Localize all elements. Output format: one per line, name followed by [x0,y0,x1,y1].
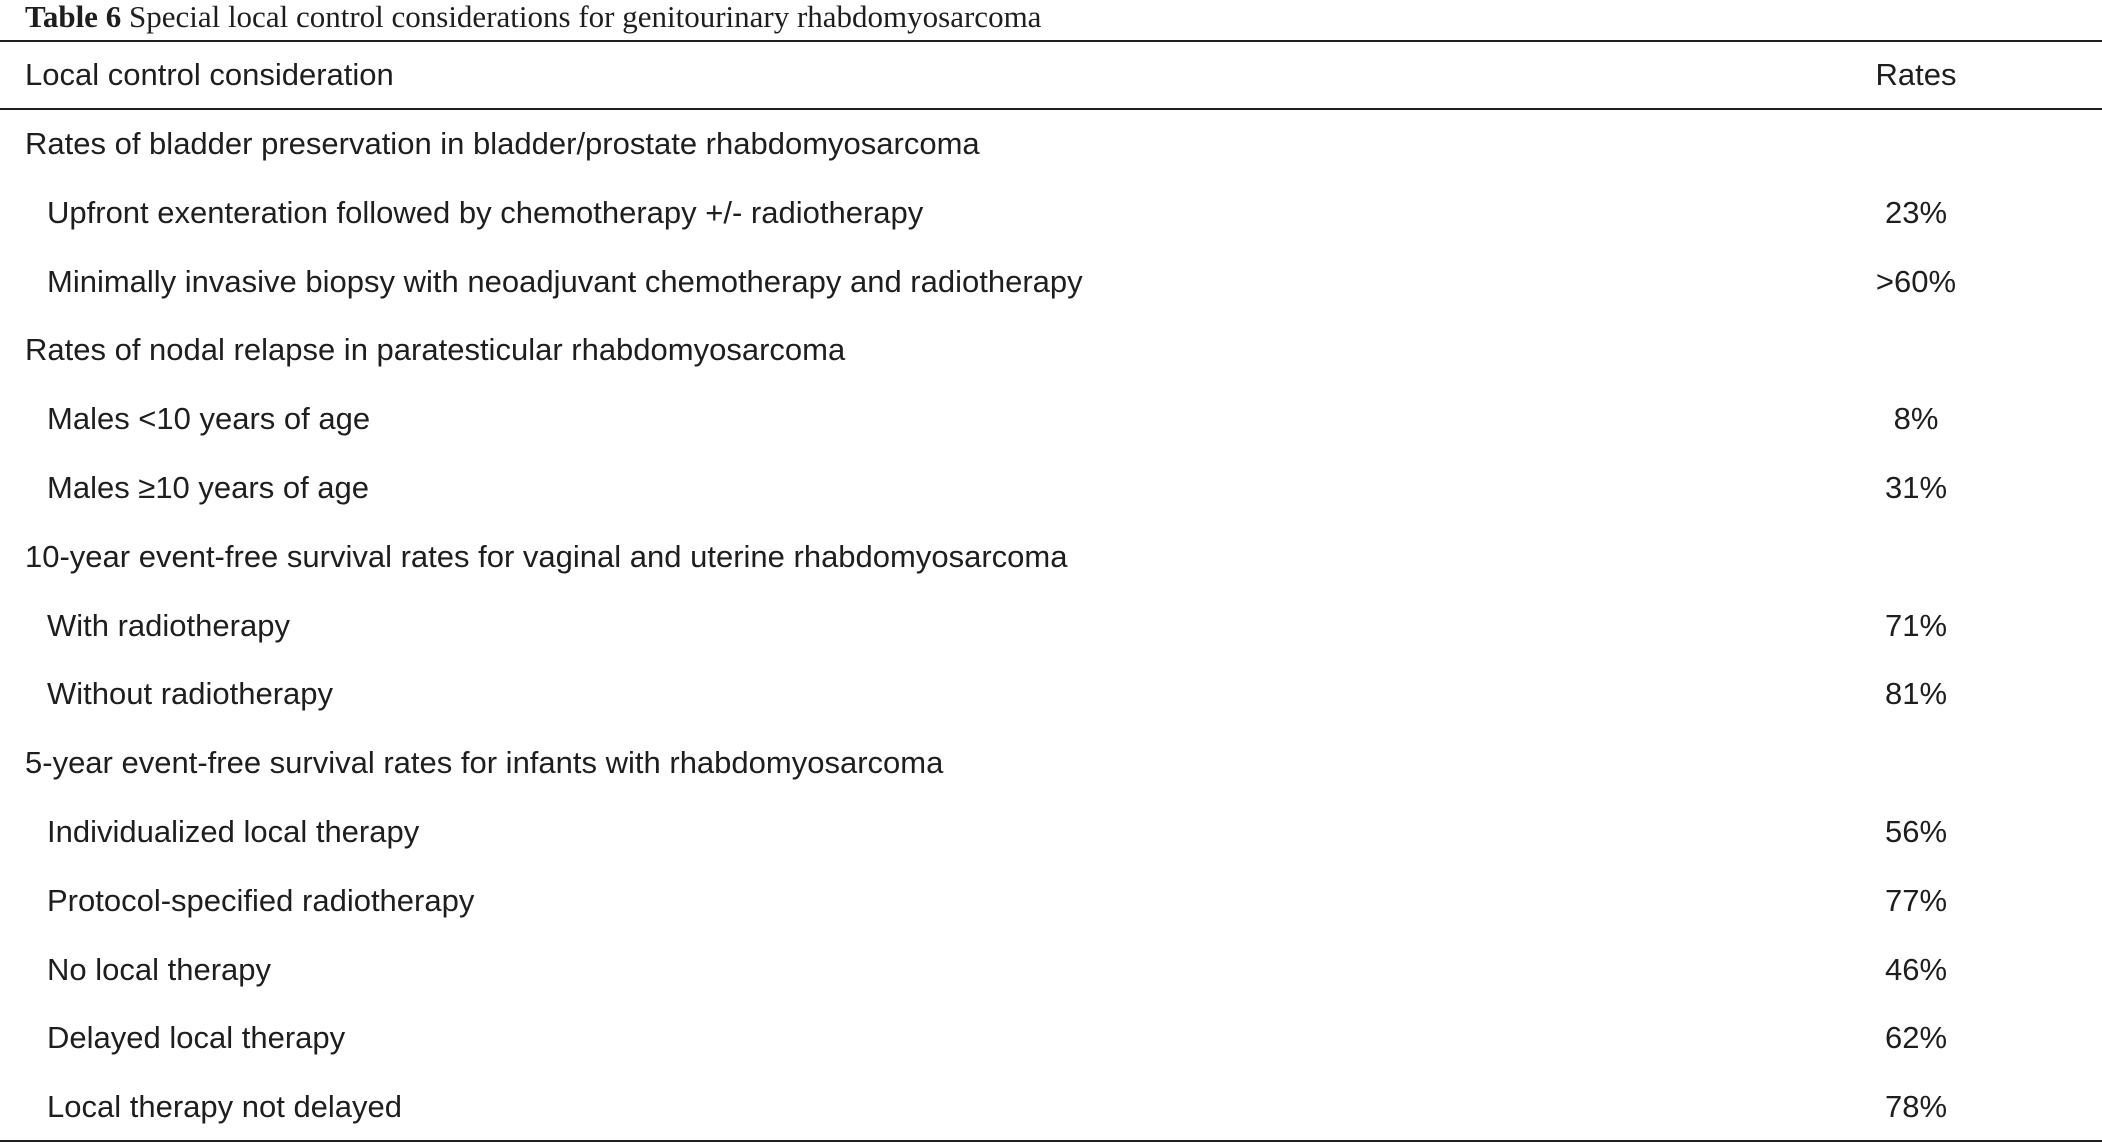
row-rate: 81% [1884,676,1948,712]
bottom-rule [0,1140,2102,1142]
table-row [0,1073,2102,1142]
table-row [0,385,2102,454]
row-label: Rates of nodal relapse in paratesticular rhabdomyosarcoma [25,332,846,368]
table-row [0,867,2102,936]
table-row [0,523,2102,592]
header-consideration: Local control consideration [25,57,394,92]
table-row [0,729,2102,798]
row-label: Minimally invasive biopsy with neoadjuvant chemotherapy and radiotherapy [47,263,1083,299]
row-label: 5-year event-free survival rates for infants with rhabdomyosarcoma [25,745,944,781]
row-label: No local therapy [47,951,272,987]
row-rate: >60% [1875,263,1957,299]
table-number: Table 6 [25,0,122,34]
table-body [0,110,2102,1142]
row-rate: 56% [1884,813,1948,849]
table-row [0,316,2102,385]
header-rates: Rates [1875,57,1957,92]
row-label: Rates of bladder preservation in bladder/prostate rhabdomyosarcoma [25,126,980,161]
table-row [0,1004,2102,1073]
table-header [0,42,2102,108]
row-label: With radiotherapy [47,607,290,643]
row-rate: 71% [1884,607,1948,643]
table-row [0,660,2102,729]
row-rate: 23% [1884,194,1948,230]
row-label: Delayed local therapy [47,1020,346,1056]
row-label: Upfront exenteration followed by chemotherapy +/- radiotherapy [47,194,924,230]
row-label: Local therapy not delayed [47,1089,403,1125]
row-label: 10-year event-free survival rates for vaginal and uterine rhabdomyosarcoma [25,538,1068,574]
row-label: Males <10 years of age [47,401,371,437]
table-row [0,248,2102,317]
table-row [0,179,2102,248]
row-label: Individualized local therapy [47,813,420,849]
table-row [0,592,2102,661]
table-row [0,936,2102,1005]
table-row [0,454,2102,523]
row-rate: 62% [1884,1020,1948,1056]
table-caption [25,0,1041,34]
table-row [0,110,2102,179]
row-rate: 8% [1893,401,1939,437]
table-title: Special local control considerations for genitourinary rhabdomyosarcoma [128,0,1042,34]
table-row [0,798,2102,867]
row-label: Protocol-specified radiotherapy [47,882,475,918]
row-label: Males ≥10 years of age [47,469,370,505]
row-rate: 78% [1884,1089,1948,1125]
row-label: Without radiotherapy [47,676,334,712]
row-rate: 31% [1884,469,1948,505]
row-rate: 77% [1884,882,1948,918]
row-rate: 46% [1884,951,1948,987]
